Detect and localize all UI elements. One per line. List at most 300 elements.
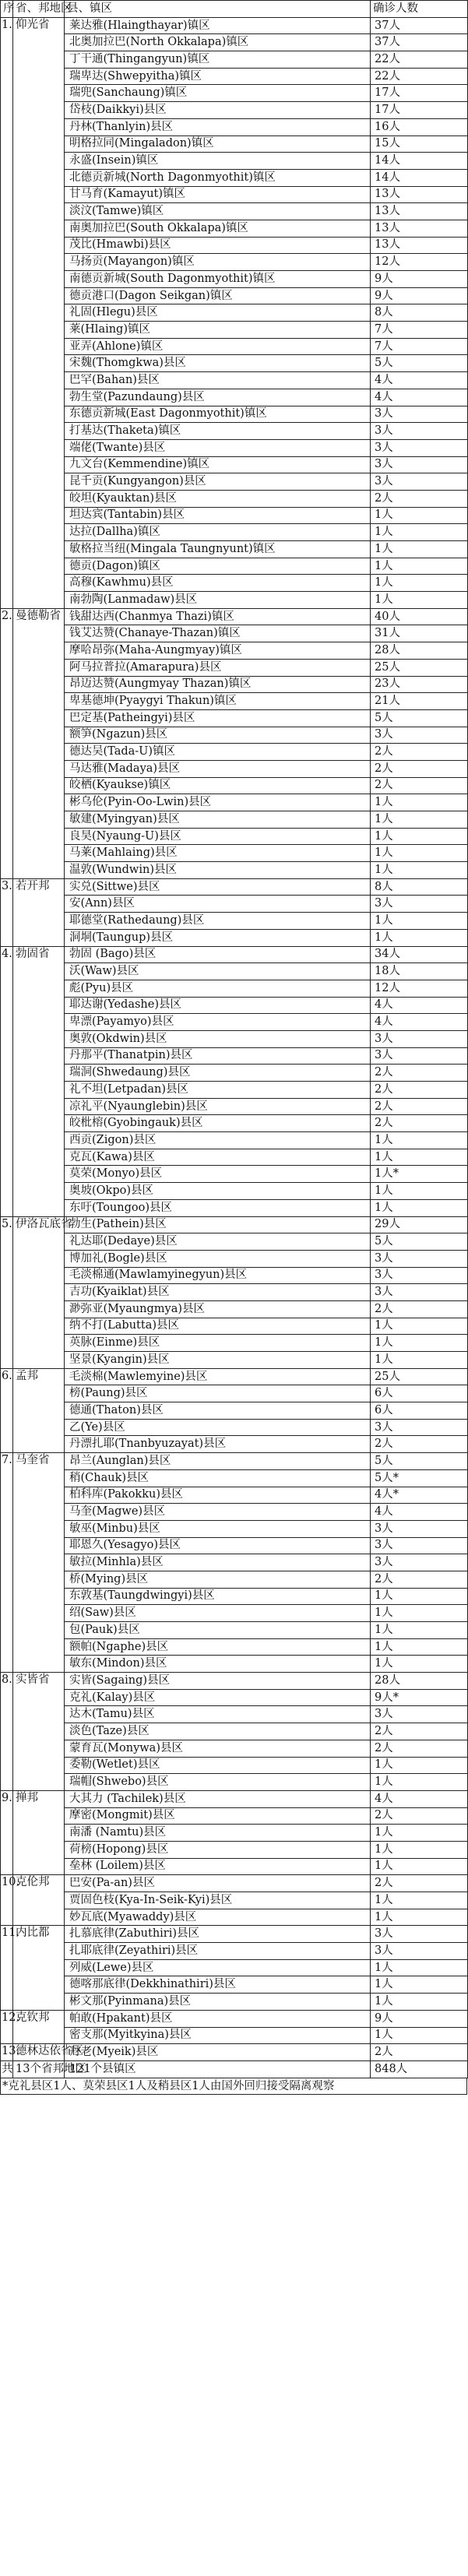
table-row <box>1 1250 468 1267</box>
table-row <box>1 1233 468 1251</box>
cases-cell: 29人 <box>371 1216 468 1233</box>
table-row <box>1 85 468 102</box>
table-row <box>1 1554 468 1571</box>
township-cell: 瑞兜(Sanchaung)镇区 <box>65 85 371 102</box>
township-cell: 德喀那底律(Dekkhinathiri)县区 <box>65 1976 371 1994</box>
cases-cell: 1人 <box>371 1909 468 1926</box>
table-row <box>1 1605 468 1622</box>
cases-cell: 2人 <box>371 744 468 761</box>
township-cell: 毛淡棉(Mawlemyine)县区 <box>65 1368 371 1385</box>
township-cell: 奥敦(Okdwin)县区 <box>65 1030 371 1047</box>
table-row <box>1 322 468 339</box>
cases-cell: 1人 <box>371 524 468 541</box>
table-row <box>1 1284 468 1301</box>
township-cell: 巴罕(Bahan)县区 <box>65 372 371 389</box>
cases-cell: 1人 <box>371 794 468 811</box>
township-cell: 额帕(Ngaphe)县区 <box>65 1638 371 1656</box>
table-row <box>1 1825 468 1842</box>
township-cell: 列威(Lewe)县区 <box>65 1959 371 1976</box>
table-row <box>1 913 468 930</box>
table-row <box>1 1774 468 1791</box>
cases-cell: 2人 <box>371 1115 468 1132</box>
township-cell: 良昊(Nyaung-U)县区 <box>65 828 371 845</box>
table-row <box>1 34 468 51</box>
township-cell: 丹老(Myeik)县区 <box>65 2044 371 2061</box>
table-row <box>1 1504 468 1521</box>
table-row <box>1 1757 468 1774</box>
township-cell: 柏科库(Pakokku)县区 <box>65 1487 371 1504</box>
group-index: 7. <box>1 1453 13 1673</box>
township-cell: 垒林 (Loilem)县区 <box>65 1858 371 1875</box>
township-cell: 桥(Mying)县区 <box>65 1571 371 1588</box>
cases-cell: 1人 <box>371 1638 468 1656</box>
cases-cell: 3人 <box>371 1419 468 1436</box>
cases-cell: 2人 <box>371 2044 468 2061</box>
township-cell: 博加礼(Bogle)县区 <box>65 1250 371 1267</box>
cases-cell: 3人 <box>371 727 468 744</box>
table-row <box>1 1571 468 1588</box>
township-cell: 德贡港口(Dagon Seikgan)镇区 <box>65 287 371 304</box>
township-cell: 阿马拉普拉(Amarapura)县区 <box>65 659 371 676</box>
table-row <box>1 642 468 660</box>
cases-cell: 12人 <box>371 980 468 997</box>
cases-cell: 14人 <box>371 169 468 186</box>
township-cell: 莱(Hlaing)镇区 <box>65 322 371 339</box>
township-cell: 丁干通(Thingangyun)镇区 <box>65 51 371 69</box>
table-row <box>1 118 468 135</box>
cases-cell: 17人 <box>371 85 468 102</box>
township-cell: 实皆(Sagaing)县区 <box>65 1673 371 1690</box>
cases-cell: 1人 <box>371 1959 468 1976</box>
township-cell: 淡色(Taze)县区 <box>65 1723 371 1740</box>
table-row <box>1 1656 468 1673</box>
table-row <box>1 68 468 85</box>
township-cell: 南德贡新城(South Dagonmyothit)镇区 <box>65 271 371 288</box>
table-row <box>1 1909 468 1926</box>
table-row <box>1 1537 468 1554</box>
table-row <box>1 456 468 473</box>
table-row <box>1 794 468 811</box>
township-cell: 摩哈昂弥(Maha-Aungmyay)镇区 <box>65 642 371 660</box>
cases-cell: 3人 <box>371 1267 468 1284</box>
cases-cell: 1人* <box>371 1166 468 1183</box>
cases-cell: 9人 <box>371 271 468 288</box>
table-row <box>1 946 468 963</box>
table-row <box>1 1065 468 1082</box>
table-row <box>1 254 468 271</box>
table-row <box>1 1183 468 1200</box>
table-row <box>1 1892 468 1909</box>
cases-cell: 25人 <box>371 1368 468 1385</box>
cases-cell: 1人 <box>371 1132 468 1149</box>
cases-cell: 3人 <box>371 456 468 473</box>
table-row <box>1 1132 468 1149</box>
township-cell: 敏巫(Minbu)县区 <box>65 1520 371 1537</box>
cases-cell: 8人 <box>371 878 468 896</box>
table-row <box>1 929 468 946</box>
cases-cell: 4人 <box>371 372 468 389</box>
table-row <box>1 406 468 423</box>
township-cell: 扎慕底律(Zabuthiri)县区 <box>65 1926 371 1943</box>
table-row <box>1 1994 468 2011</box>
group-index: 12. <box>1 2010 13 2043</box>
cases-cell: 1人 <box>371 913 468 930</box>
table-row <box>1 51 468 69</box>
table-row <box>1 1318 468 1335</box>
cases-cell: 1人 <box>371 811 468 829</box>
cases-cell: 1人 <box>371 575 468 592</box>
cases-cell: 2人 <box>371 1740 468 1757</box>
township-cell: 达木(Tamu)县区 <box>65 1706 371 1723</box>
cases-cell: 1人 <box>371 1656 468 1673</box>
group-index: 13. <box>1 2044 13 2061</box>
total-label: 共 <box>1 2060 13 2078</box>
cases-cell: 17人 <box>371 102 468 119</box>
township-cell: 乙(Ye)县区 <box>65 1419 371 1436</box>
cases-cell: 5人* <box>371 1469 468 1487</box>
header-index: 序 <box>1 1 13 18</box>
township-cell: 马扬贡(Mayangon)镇区 <box>65 254 371 271</box>
table-row <box>1 1689 468 1706</box>
table-row <box>1 1469 468 1487</box>
cases-cell: 13人 <box>371 237 468 254</box>
township-cell: 勃生(Pathein)县区 <box>65 1216 371 1233</box>
cases-cell: 28人 <box>371 642 468 660</box>
township-cell: 纳不打(Labutta)县区 <box>65 1318 371 1335</box>
cases-cell: 13人 <box>371 203 468 220</box>
cases-cell: 1人 <box>371 2027 468 2044</box>
table-row <box>1 878 468 896</box>
table-row <box>1 423 468 440</box>
cases-cell: 1人 <box>371 1976 468 1994</box>
group-state: 内比都 <box>13 1926 65 2010</box>
cases-cell: 2人 <box>371 1082 468 1099</box>
cases-cell: 3人 <box>371 1554 468 1571</box>
township-cell: 凉礼平(Nyaunglebin)县区 <box>65 1098 371 1115</box>
table-row <box>1 727 468 744</box>
township-cell: 英脉(Einme)县区 <box>65 1335 371 1352</box>
township-cell: 钱艾达赞(Chanaye-Thazan)镇区 <box>65 625 371 642</box>
cases-cell: 22人 <box>371 68 468 85</box>
table-row <box>1 1216 468 1233</box>
township-cell: 九文台(Kemmendine)镇区 <box>65 456 371 473</box>
township-cell: 密支那(Myitkyina)县区 <box>65 2027 371 2044</box>
township-cell: 皎坦(Kyauktan)县区 <box>65 490 371 507</box>
group-state: 实皆省 <box>13 1673 65 1791</box>
cases-cell: 4人 <box>371 389 468 406</box>
table-row <box>1 744 468 761</box>
township-cell: 丹漂扎耶(Tnanbyuzayat)县区 <box>65 1436 371 1453</box>
township-cell: 马奎(Magwe)县区 <box>65 1504 371 1521</box>
cases-cell: 18人 <box>371 963 468 980</box>
cases-cell: 4人 <box>371 997 468 1014</box>
township-cell: 安(Ann)县区 <box>65 896 371 913</box>
group-state: 克伦邦 <box>13 1875 65 1926</box>
township-cell: 宋魏(Thomgkwa)县区 <box>65 355 371 372</box>
cases-cell: 25人 <box>371 659 468 676</box>
township-cell: 巴安(Pa-an)县区 <box>65 1875 371 1892</box>
township-cell: 稍(Chauk)县区 <box>65 1469 371 1487</box>
cases-cell: 1人 <box>371 1825 468 1842</box>
table-row <box>1 271 468 288</box>
cases-cell: 2人 <box>371 760 468 777</box>
township-cell: 瑞帽(Shwebo)县区 <box>65 1774 371 1791</box>
cases-cell: 28人 <box>371 1673 468 1690</box>
cases-cell: 40人 <box>371 608 468 625</box>
table-row <box>1 1622 468 1639</box>
cases-cell: 23人 <box>371 676 468 693</box>
table-row <box>1 1453 468 1470</box>
township-cell: 莱达雅(Hlaingthayar)镇区 <box>65 17 371 34</box>
table-row <box>1 2027 468 2044</box>
cases-cell: 3人 <box>371 1537 468 1554</box>
cases-cell: 13人 <box>371 220 468 237</box>
group-state: 若开邦 <box>13 878 65 946</box>
table-row <box>1 186 468 203</box>
township-cell: 大其力 (Tachilek)县区 <box>65 1790 371 1807</box>
cases-cell: 16人 <box>371 118 468 135</box>
township-cell: 德达吴(Tada-U)镇区 <box>65 744 371 761</box>
table-row <box>1 1976 468 1994</box>
township-cell: 温敦(Wundwin)县区 <box>65 862 371 879</box>
cases-cell: 3人 <box>371 406 468 423</box>
table-row <box>1 541 468 558</box>
table-row <box>1 676 468 693</box>
table-row <box>1 592 468 609</box>
table-row <box>1 490 468 507</box>
cases-cell: 3人 <box>371 1926 468 1943</box>
table-row <box>1 1300 468 1318</box>
township-cell: 勃生堂(Pazundaung)县区 <box>65 389 371 406</box>
township-cell: 额笋(Ngazun)县区 <box>65 727 371 744</box>
table-row <box>1 709 468 727</box>
cases-cell: 7人 <box>371 338 468 355</box>
table-row <box>1 389 468 406</box>
table-row <box>1 963 468 980</box>
township-cell: 耶恩久(Yesagyo)县区 <box>65 1537 371 1554</box>
township-cell: 荷榜(Hopong)县区 <box>65 1841 371 1858</box>
township-cell: 丹那平(Thanatpin)县区 <box>65 1047 371 1065</box>
cases-cell: 5人 <box>371 1453 468 1470</box>
township-cell: 莫荣(Monyo)县区 <box>65 1166 371 1183</box>
table-row <box>1 1723 468 1740</box>
township-cell: 南勃陶(Lanmadaw)县区 <box>65 592 371 609</box>
cases-cell: 2人 <box>371 1807 468 1825</box>
table-row <box>1 659 468 676</box>
table-row <box>1 220 468 237</box>
township-cell: 榜(Paung)县区 <box>65 1385 371 1402</box>
township-cell: 礼固(Hlegu)县区 <box>65 304 371 322</box>
township-cell: 摩密(Mongmit)县区 <box>65 1807 371 1825</box>
township-cell: 彪(Pyu)县区 <box>65 980 371 997</box>
township-cell: 卑漂(Payamyo)县区 <box>65 1014 371 1031</box>
township-cell: 皎栖(Kyaukse)镇区 <box>65 777 371 794</box>
table-row <box>1 1943 468 1960</box>
cases-cell: 1人 <box>371 845 468 862</box>
cases-cell: 15人 <box>371 135 468 153</box>
table-row <box>1 1166 468 1183</box>
table-row <box>1 507 468 524</box>
group-state: 伊洛瓦底省 <box>13 1216 65 1368</box>
cases-cell: 14人 <box>371 153 468 170</box>
cases-cell: 37人 <box>371 34 468 51</box>
township-cell: 耶达谢(Yedashe)县区 <box>65 997 371 1014</box>
township-cell: 敏拉(Minhla)县区 <box>65 1554 371 1571</box>
township-cell: 马达雅(Madaya)县区 <box>65 760 371 777</box>
township-cell: 南奥加拉巴(South Okkalapa)镇区 <box>65 220 371 237</box>
cases-cell: 1人 <box>371 1994 468 2011</box>
cases-cell: 22人 <box>371 51 468 69</box>
table-row <box>1 1588 468 1605</box>
cases-cell: 37人 <box>371 17 468 34</box>
group-index: 4. <box>1 946 13 1216</box>
cases-cell: 6人 <box>371 1402 468 1420</box>
table-row <box>1 1368 468 1385</box>
cases-cell: 3人 <box>371 1284 468 1301</box>
cases-cell: 31人 <box>371 625 468 642</box>
cases-cell: 3人 <box>371 1943 468 1960</box>
township-cell: 贾固色枝(Kya-In-Seik-Kyi)县区 <box>65 1892 371 1909</box>
cases-cell: 1人 <box>371 558 468 575</box>
cases-cell: 2人 <box>371 1098 468 1115</box>
cases-cell: 3人 <box>371 1706 468 1723</box>
township-cell: 洞垌(Taungup)县区 <box>65 929 371 946</box>
table-row <box>1 237 468 254</box>
cases-cell: 3人 <box>371 1520 468 1537</box>
table-row <box>1 1740 468 1757</box>
township-cell: 吉功(Kyaiklat)县区 <box>65 1284 371 1301</box>
header-township: 县、镇区 <box>65 1 371 18</box>
township-cell: 昆千贡(Kungyangon)县区 <box>65 473 371 491</box>
table-row <box>1 287 468 304</box>
cases-cell: 3人 <box>371 439 468 456</box>
table-row <box>1 608 468 625</box>
group-index: 8. <box>1 1673 13 1791</box>
township-cell: 皎枇榕(Gyobingauk)县区 <box>65 1115 371 1132</box>
table-row <box>1 1149 468 1166</box>
cases-cell: 1人 <box>371 1892 468 1909</box>
group-index: 3. <box>1 878 13 946</box>
township-cell: 妙瓦底(Myawaddy)县区 <box>65 1909 371 1926</box>
table-row <box>1 1841 468 1858</box>
group-state: 克钦邦 <box>13 2010 65 2043</box>
township-cell: 昂兰(Aunglan)县区 <box>65 1453 371 1470</box>
table-row <box>1 1858 468 1875</box>
table-row <box>1 338 468 355</box>
cases-cell: 9人 <box>371 287 468 304</box>
table-row <box>1 1335 468 1352</box>
cases-cell: 1人 <box>371 1622 468 1639</box>
cases-cell: 1人 <box>371 507 468 524</box>
group-state: 掸邦 <box>13 1790 65 1874</box>
table-row <box>1 2044 468 2061</box>
table-row <box>1 896 468 913</box>
cases-cell: 1人 <box>371 1757 468 1774</box>
table-row <box>1 1385 468 1402</box>
cases-cell: 1人 <box>371 1588 468 1605</box>
township-cell: 委勒(Wetlet)县区 <box>65 1757 371 1774</box>
township-cell: 德通(Thaton)县区 <box>65 1402 371 1420</box>
township-cell: 马莱(Mahlaing)县区 <box>65 845 371 862</box>
table-row <box>1 1959 468 1976</box>
cases-cell: 1人 <box>371 1352 468 1369</box>
township-cell: 勃固 (Bago)县区 <box>65 946 371 963</box>
township-cell: 明格拉同(Mingaladon)镇区 <box>65 135 371 153</box>
table-row <box>1 1436 468 1453</box>
township-cell: 东吁(Toungoo)县区 <box>65 1199 371 1216</box>
total-row <box>1 2060 468 2078</box>
table-row <box>1 304 468 322</box>
township-cell: 敏格拉当纽(Mingala Taungnyunt)镇区 <box>65 541 371 558</box>
cases-cell: 5人 <box>371 709 468 727</box>
table-row <box>1 1926 468 1943</box>
cases-cell: 1人 <box>371 1335 468 1352</box>
cases-cell: 4人 <box>371 1790 468 1807</box>
group-state: 曼德勒省 <box>13 608 65 878</box>
table-row <box>1 575 468 592</box>
table-row <box>1 17 468 34</box>
cases-cell: 1人 <box>371 1858 468 1875</box>
township-cell: 瑞洞(Shwedaung)县区 <box>65 1065 371 1082</box>
table-row <box>1 439 468 456</box>
group-state: 孟邦 <box>13 1368 65 1452</box>
township-cell: 敏东(Mindon)县区 <box>65 1656 371 1673</box>
cases-cell: 2人 <box>371 1436 468 1453</box>
cases-cell: 2人 <box>371 1723 468 1740</box>
township-cell: 打基达(Thaketa)镇区 <box>65 423 371 440</box>
table-row <box>1 102 468 119</box>
township-cell: 渺弥亚(Myaungmya)县区 <box>65 1300 371 1318</box>
cases-cell: 5人 <box>371 355 468 372</box>
table-body <box>1 17 468 2060</box>
table-row <box>1 203 468 220</box>
cases-cell: 2人 <box>371 1571 468 1588</box>
cases-cell: 2人 <box>371 1065 468 1082</box>
township-cell: 北奥加拉巴(North Okkalapa)镇区 <box>65 34 371 51</box>
cases-cell: 5人 <box>371 1233 468 1251</box>
footnote: *克礼县区1人、莫荣县区1人及稍县区1人由国外回归接受隔离观察 <box>0 2078 467 2095</box>
township-cell: 昂迈达赞(Aungmyay Thazan)镇区 <box>65 676 371 693</box>
township-cell: 耶德堂(Rathedaung)县区 <box>65 913 371 930</box>
table-row <box>1 153 468 170</box>
township-cell: 扎耶底律(Zeyathiri)县区 <box>65 1943 371 1960</box>
cases-cell: 2人 <box>371 1300 468 1318</box>
cases-cell: 1人 <box>371 1841 468 1858</box>
header-cases: 确诊人数 <box>371 1 468 18</box>
cases-cell: 2人 <box>371 1875 468 1892</box>
cases-cell: 9人 <box>371 2010 468 2027</box>
township-cell: 东敦基(Taungdwingyi)县区 <box>65 1588 371 1605</box>
cases-cell: 1人 <box>371 862 468 879</box>
township-cell: 礼不坦(Letpadan)县区 <box>65 1082 371 1099</box>
township-cell: 沃(Waw)县区 <box>65 963 371 980</box>
group-state: 勃固省 <box>13 946 65 1216</box>
table-row <box>1 524 468 541</box>
table-row <box>1 1875 468 1892</box>
table-row <box>1 997 468 1014</box>
table-row <box>1 845 468 862</box>
township-cell: 岱枝(Daikkyi)县区 <box>65 102 371 119</box>
township-cell: 坦达宾(Tantabin)县区 <box>65 507 371 524</box>
table-row <box>1 1673 468 1690</box>
township-cell: 瑞卑达(Shwepyitha)镇区 <box>65 68 371 85</box>
cases-cell: 12人 <box>371 254 468 271</box>
township-cell: 达拉(Dallha)镇区 <box>65 524 371 541</box>
table-row <box>1 1419 468 1436</box>
table-row <box>1 760 468 777</box>
cases-cell: 1人 <box>371 1199 468 1216</box>
table-row <box>1 625 468 642</box>
